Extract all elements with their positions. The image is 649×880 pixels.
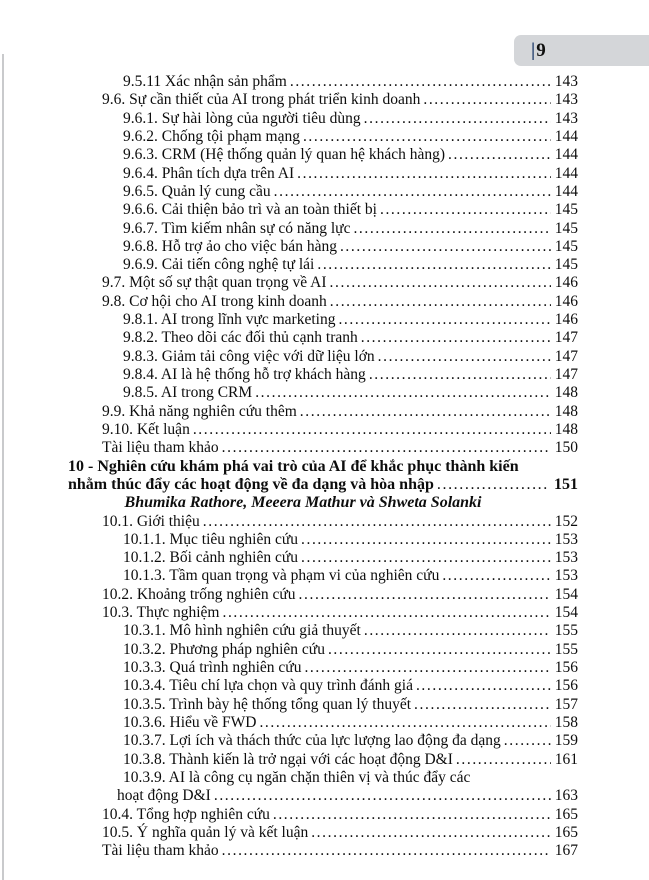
toc-row	[68, 494, 578, 512]
toc-entry-page: 143	[554, 109, 578, 127]
toc-row	[68, 513, 578, 531]
toc-row	[68, 567, 578, 585]
toc-entry-page: 156	[554, 659, 578, 676]
dot-leader	[448, 146, 551, 164]
toc-entry-page: 145	[554, 201, 578, 219]
toc-entry-title: 10.1.2. Bối cảnh nghiên cứu	[123, 549, 298, 567]
toc-entry-title: 10.5. Ý nghĩa quản lý và kết luận	[102, 823, 309, 841]
toc-entry-title: 10.3.3. Quá trình nghiên cứu	[123, 659, 302, 676]
toc-row	[68, 293, 578, 311]
dot-leader	[311, 824, 551, 842]
toc-entry-page: 153	[554, 549, 578, 567]
dot-leader	[222, 842, 551, 860]
toc-row	[68, 604, 578, 622]
dot-leader	[304, 659, 550, 677]
dot-leader	[203, 513, 551, 531]
dot-leader	[361, 329, 551, 347]
toc-entry-title: 10.3.4. Tiêu chí lựa chọn và quy trình đánh giá	[123, 677, 413, 695]
toc-row	[68, 659, 578, 677]
dot-leader	[338, 311, 550, 329]
dot-leader	[364, 110, 551, 128]
toc-row	[68, 787, 578, 805]
dot-leader	[301, 549, 551, 567]
toc-row	[68, 586, 578, 604]
page-number-band	[514, 35, 649, 66]
toc-row	[68, 732, 578, 750]
toc-entry-page: 165	[554, 805, 578, 823]
dot-leader	[414, 696, 551, 714]
dot-leader	[504, 732, 551, 750]
toc-entry-page: 145	[554, 219, 578, 237]
toc-entry-page: 145	[554, 256, 578, 274]
toc-row	[68, 403, 578, 421]
toc-row	[68, 256, 578, 274]
toc-entry-page: 144	[554, 164, 578, 182]
toc-entry-page: 147	[554, 347, 578, 365]
page-left-edge-line	[2, 54, 4, 880]
dot-leader	[297, 165, 551, 183]
dot-leader	[299, 586, 551, 604]
toc-entry-title: Bhumika Rathore, Meeera Mathur và Shweta Solanki	[124, 494, 482, 512]
dot-leader	[317, 256, 550, 274]
toc-row	[68, 549, 578, 567]
dot-leader	[330, 293, 551, 311]
toc-row	[68, 769, 578, 787]
dot-leader	[328, 641, 551, 659]
toc-entry-title: 10.3.2. Phương pháp nghiên cứu	[123, 640, 325, 658]
toc-entry-page: 143	[554, 73, 578, 90]
toc-entry-title: 9.6.5. Quản lý cung cầu	[123, 182, 271, 200]
dot-leader	[259, 714, 550, 732]
toc-entry-title: 10.3.1. Mô hình nghiên cứu giả thuyết	[123, 622, 361, 640]
toc-entry-page: 143	[554, 91, 578, 109]
toc-entry-title: 10.3.6. Hiểu về FWD	[123, 713, 257, 731]
toc-entry-title: 10.1. Giới thiệu	[102, 512, 200, 530]
toc-entry-page: 144	[554, 127, 578, 145]
toc-entry-title: 10.1.3. Tầm quan trọng và phạm vi của nghiên cứu	[123, 567, 440, 585]
toc-row	[68, 421, 578, 439]
toc-entry-title: Tài liệu tham khảo	[102, 439, 219, 457]
toc-entry-title: 9.8.5. AI trong CRM	[123, 384, 253, 402]
toc-entry-title: 10 - Nghiên cứu khám phá vai trò của AI để khắc phục thành kiến	[68, 457, 519, 475]
toc-row	[68, 476, 578, 494]
dot-leader	[437, 476, 550, 494]
toc-entry-page: 155	[554, 640, 578, 658]
page-number: 9	[536, 39, 546, 61]
toc-entry-page: 155	[554, 622, 578, 640]
toc-entry-title: 9.8.2. Theo dõi các đối thủ cạnh tranh	[123, 329, 358, 347]
toc-row	[68, 842, 578, 860]
toc-row	[68, 110, 578, 128]
toc-row	[68, 696, 578, 714]
toc-row	[68, 458, 578, 476]
dot-leader	[423, 91, 550, 109]
toc-entry-page: 148	[554, 384, 578, 402]
toc-entry-page: 146	[554, 311, 578, 329]
dot-leader	[353, 220, 550, 238]
toc-entry-page: 153	[554, 530, 578, 548]
toc-row	[68, 366, 578, 384]
toc-row	[68, 274, 578, 292]
toc-entry-title: 10.3.7. Lợi ích và thách thức của lực lượng lao động đa dạng	[123, 732, 501, 750]
toc-entry-page: 167	[554, 842, 578, 860]
toc-entry-page: 145	[554, 237, 578, 255]
dot-leader	[330, 274, 551, 292]
toc-entry-page: 146	[554, 274, 578, 292]
dot-leader	[301, 531, 551, 549]
table-of-contents	[68, 73, 578, 860]
toc-entry-title: 10.3.9. AI là công cụ ngăn chặn thiên vị và thúc đẩy các	[123, 768, 471, 786]
toc-row	[68, 165, 578, 183]
dot-leader	[456, 751, 551, 769]
toc-entry-title: 9.6. Sự cần thiết của AI trong phát triển kinh doanh	[102, 91, 421, 109]
toc-entry-title: 9.6.9. Cải tiến công nghệ tự lái	[123, 256, 315, 274]
toc-entry-title: 9.6.7. Tìm kiếm nhân sự có năng lực	[123, 219, 351, 237]
dot-leader	[273, 806, 551, 824]
toc-entry-title: Tài liệu tham khảo	[102, 842, 219, 860]
toc-entry-page: 154	[554, 604, 578, 622]
toc-entry-title: 9.6.3. CRM (Hệ thống quản lý quan hệ khách hàng)	[123, 146, 445, 164]
dot-leader	[416, 677, 551, 695]
toc-entry-title: 9.10. Kết luận	[102, 420, 190, 438]
toc-entry-page: 158	[554, 713, 578, 731]
toc-entry-title: 10.4. Tổng hợp nghiên cứu	[102, 805, 270, 823]
toc-entry-page: 165	[554, 823, 578, 841]
toc-row	[68, 751, 578, 769]
toc-entry-page: 159	[554, 732, 578, 750]
toc-entry-title: 9.8.3. Giảm tải công việc với dữ liệu lớn	[123, 347, 375, 365]
toc-row	[68, 73, 578, 91]
toc-row	[68, 824, 578, 842]
toc-entry-title: 10.3. Thực nghiệm	[102, 604, 220, 622]
toc-row	[68, 183, 578, 201]
toc-row	[68, 128, 578, 146]
toc-row	[68, 439, 578, 457]
dot-leader	[222, 439, 551, 457]
toc-entry-title: 9.6.4. Phân tích dựa trên AI	[123, 164, 295, 182]
toc-entry-title: 10.3.5. Trình bày hệ thống tổng quan lý thuyết	[123, 695, 412, 713]
toc-entry-title: 10.3.8. Thành kiến là trở ngại với các hoạt động D&I	[123, 750, 453, 768]
toc-entry-title: 9.6.8. Hỗ trợ ảo cho việc bán hàng	[123, 237, 337, 255]
toc-row	[68, 348, 578, 366]
toc-row	[68, 714, 578, 732]
toc-entry-title: 9.8.1. AI trong lĩnh vực marketing	[123, 311, 336, 329]
toc-entry-title: 9.5.11 Xác nhận sản phẩm	[123, 73, 287, 90]
toc-entry-page: 144	[554, 146, 578, 164]
toc-entry-title: 9.6.6. Cải thiện bảo trì và an toàn thiết bị	[123, 201, 377, 219]
toc-entry-page: 147	[554, 366, 578, 383]
toc-entry-page: 163	[554, 787, 578, 805]
toc-entry-title: 9.6.1. Sự hài lòng của người tiêu dùng	[123, 109, 361, 127]
toc-entry-title: hoạt động D&I	[117, 787, 211, 805]
toc-entry-title: 9.9. Khả năng nghiên cứu thêm	[102, 402, 297, 420]
dot-leader	[442, 567, 550, 585]
dot-leader	[255, 384, 551, 402]
dot-leader	[222, 604, 550, 622]
toc-entry-page: 146	[554, 292, 578, 310]
dot-leader	[340, 238, 551, 256]
toc-entry-title: 10.2. Khoảng trống nghiên cứu	[102, 585, 296, 603]
toc-entry-page: 154	[554, 585, 578, 603]
toc-row	[68, 384, 578, 402]
toc-row	[68, 531, 578, 549]
dot-leader	[274, 183, 551, 201]
toc-row	[68, 806, 578, 824]
dot-leader	[369, 366, 551, 384]
toc-entry-page: 161	[554, 750, 578, 768]
toc-entry-title: 9.8.4. AI là hệ thống hỗ trợ khách hàng	[123, 366, 366, 383]
dot-leader	[364, 622, 551, 640]
toc-entry-title: nhằm thúc đẩy các hoạt động về đa dạng và hòa nhập	[68, 475, 434, 493]
toc-entry-page: 152	[554, 512, 578, 530]
dot-leader	[193, 421, 551, 439]
toc-entry-page: 156	[554, 677, 578, 695]
toc-row	[68, 91, 578, 109]
toc-entry-page: 157	[554, 695, 578, 713]
dot-leader	[290, 73, 551, 91]
toc-row	[68, 238, 578, 256]
toc-row	[68, 146, 578, 164]
toc-row	[68, 622, 578, 640]
dot-leader	[214, 787, 551, 805]
toc-entry-title: 10.1.1. Mục tiêu nghiên cứu	[123, 530, 298, 548]
toc-row	[68, 677, 578, 695]
toc-entry-title: 9.6.2. Chống tội phạm mạng	[123, 127, 300, 145]
page-number-bar: |	[531, 39, 536, 61]
toc-row	[68, 641, 578, 659]
toc-row	[68, 311, 578, 329]
dot-leader	[380, 201, 551, 219]
dot-leader	[378, 348, 551, 366]
toc-entry-page: 144	[554, 182, 578, 200]
dot-leader	[300, 403, 551, 421]
toc-entry-page: 153	[554, 567, 578, 585]
toc-row	[68, 329, 578, 347]
toc-entry-page: 150	[554, 439, 578, 457]
toc-row	[68, 201, 578, 219]
toc-entry-page: 147	[554, 329, 578, 347]
toc-entry-page: 148	[554, 420, 578, 438]
toc-row	[68, 220, 578, 238]
toc-entry-page: 151	[554, 475, 578, 493]
toc-entry-title: 9.8. Cơ hội cho AI trong kinh doanh	[102, 292, 327, 310]
toc-entry-page: 148	[554, 402, 578, 420]
dot-leader	[303, 128, 551, 146]
toc-entry-title: 9.7. Một số sự thật quan trọng về AI	[102, 274, 327, 292]
